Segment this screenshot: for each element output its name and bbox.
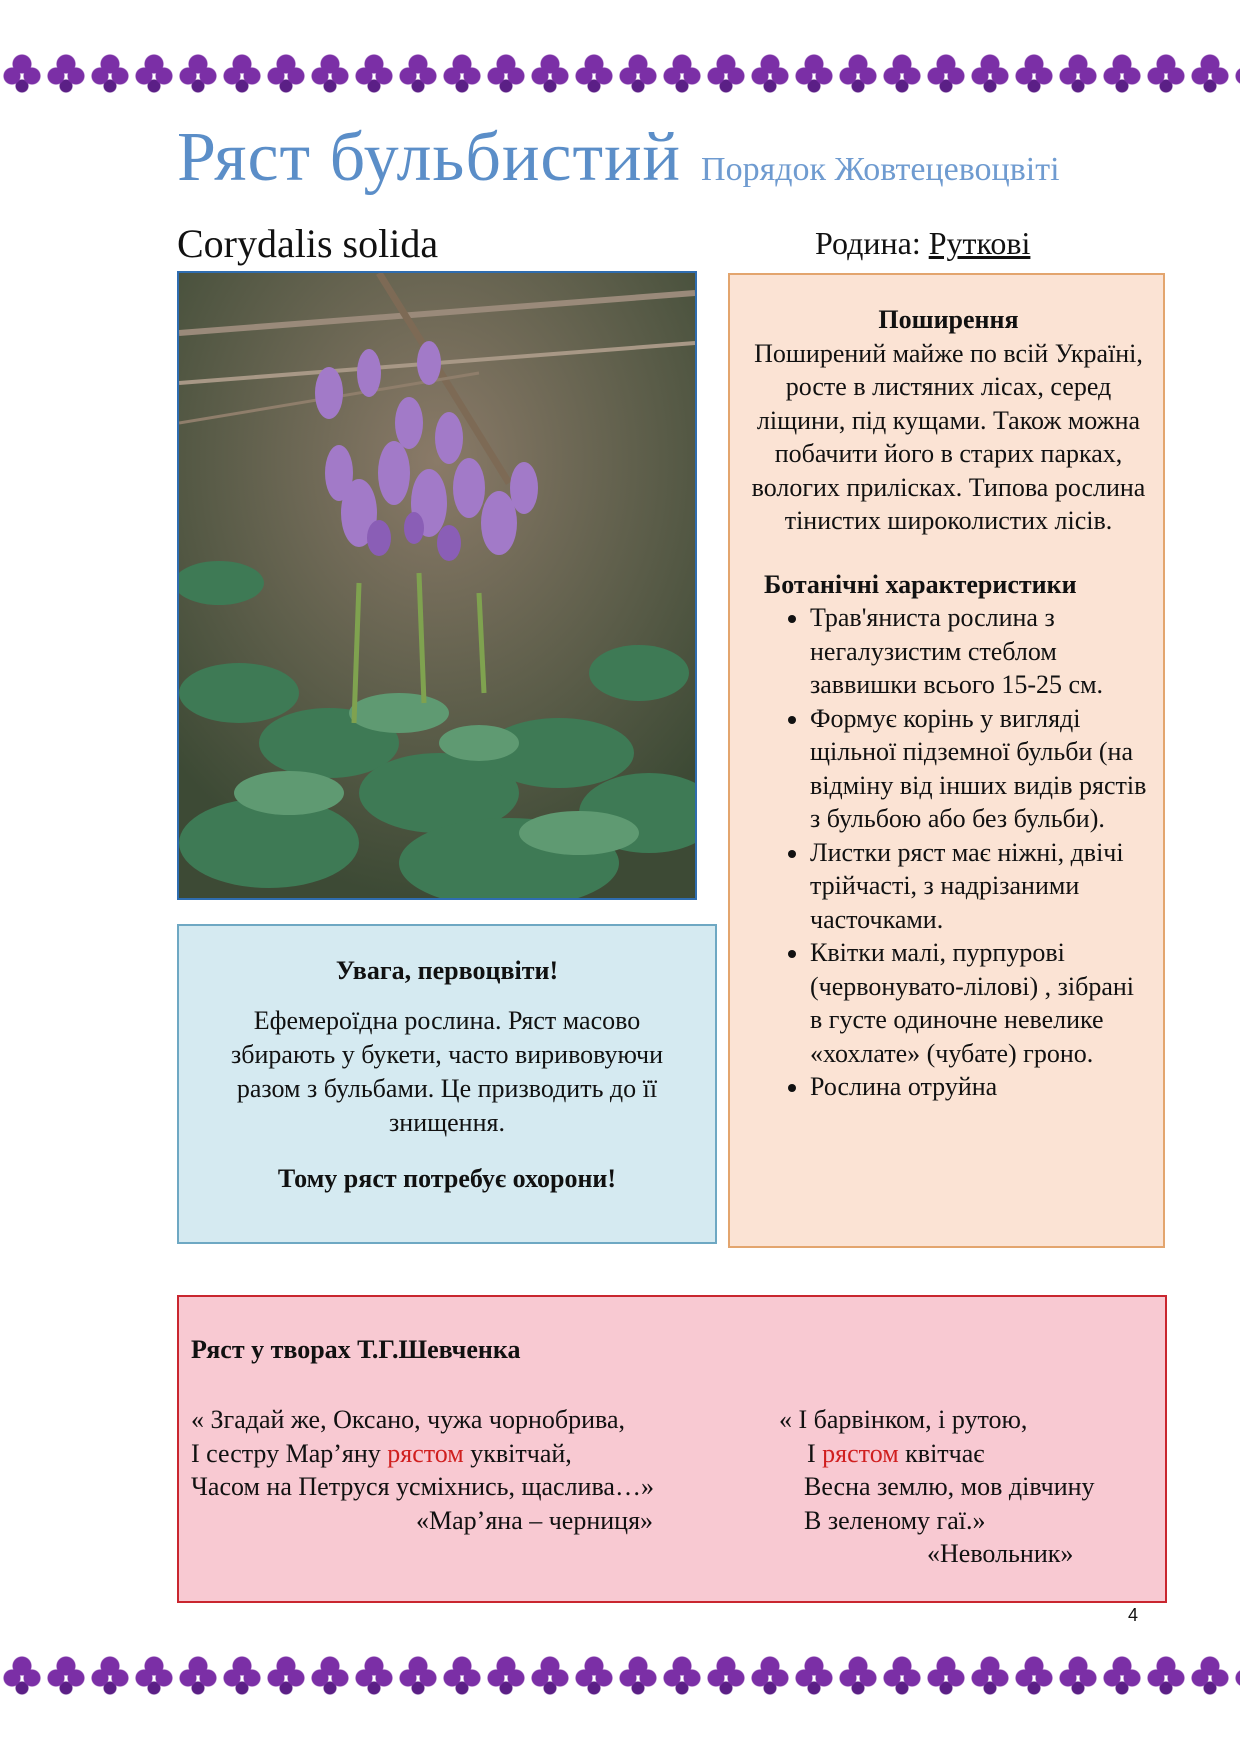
poem-title: Ряст у творах Т.Г.Шевченка — [191, 1335, 521, 1364]
poem-line — [191, 1437, 751, 1471]
poem-left — [191, 1403, 751, 1537]
info-box — [728, 273, 1165, 1248]
warning-box — [177, 924, 717, 1244]
poem-line: « І барвінком, і рутою, — [779, 1405, 1028, 1434]
poem-text: І — [807, 1438, 823, 1468]
plant-photo — [177, 271, 697, 900]
latin-name: Corydalis solida — [177, 221, 439, 266]
plant-name-title: Ряст бульбистий — [177, 119, 682, 196]
warning-text: Ефемероїдна рослина. Ряст масово збирають у букети, часто виривовуючи разом з бульбами. Це призводить до її знищення. — [231, 1006, 663, 1137]
family-label: Родина: — [815, 225, 929, 261]
ornament-border-bottom — [0, 1648, 1240, 1698]
warning-conclusion: Тому ряст потребує охорони! — [277, 1164, 617, 1193]
corydalis-photo-illustration — [179, 273, 695, 898]
page-title — [177, 118, 1060, 198]
poem-source: «Мар’яна – черниця» — [416, 1505, 654, 1535]
poem-line: « Згадай же, Оксано, чужа чорнобрива, — [191, 1405, 625, 1434]
ornament-border-top — [0, 46, 1240, 96]
family-value: Руткові — [928, 225, 1031, 261]
poem-line: Весна землю, мов дівчину — [804, 1472, 1095, 1501]
list-item: • Квітки малі, пурпурові (червонувато-лілові) , зібрані в густе одиночне невелике «хохлате» (чубате) гроно. — [810, 936, 1151, 1070]
poem-text: І сестру Мар’яну — [191, 1438, 388, 1468]
poem-right — [779, 1403, 1149, 1571]
list-item: • Листки ряст має ніжні, двічі трійчасті, з надрізаними часточками. — [810, 836, 1151, 937]
poem-text: уквітчай, — [463, 1438, 572, 1468]
warning-heading: Увага, первоцвіти! — [335, 956, 559, 985]
distribution-text: Поширений майже по всій Україні, росте в листяних лісах, серед ліщини, під кущами. Також можна побачити його в старих парках, вологих прилісках. Типова рослина тінистих широколистих лісів. — [751, 338, 1146, 535]
poem-text: квітчає — [898, 1438, 985, 1468]
poem-source: «Невольник» — [927, 1539, 1074, 1568]
botany-title: Ботанічні характеристики — [764, 569, 1077, 599]
list-item: • Формує корінь у вигляді щільної підземної бульби (на відміну від інших видів рястів з бульбою або без бульби). — [810, 702, 1151, 836]
poem-box — [177, 1295, 1167, 1603]
page-number: 4 — [1128, 1605, 1139, 1625]
list-item: • Рослина отруйна — [810, 1070, 1151, 1104]
poem-line — [779, 1437, 1149, 1471]
list-item: • Трав'яниста рослина з негалузистим стеблом заввишки всього 15-25 см. — [810, 601, 1151, 702]
plant-family — [815, 225, 1030, 262]
botany-list — [746, 601, 1151, 1104]
distribution-title: Поширення — [878, 305, 1019, 334]
plant-order: Порядок Жовтецевоцвіті — [701, 151, 1060, 188]
poem-highlight: рястом — [387, 1438, 464, 1468]
poem-line: Часом на Петруся усміхнись, щаслива…» — [191, 1472, 654, 1501]
poem-line: В зеленому гаї.» — [804, 1505, 986, 1535]
poem-highlight: рястом — [822, 1438, 899, 1468]
